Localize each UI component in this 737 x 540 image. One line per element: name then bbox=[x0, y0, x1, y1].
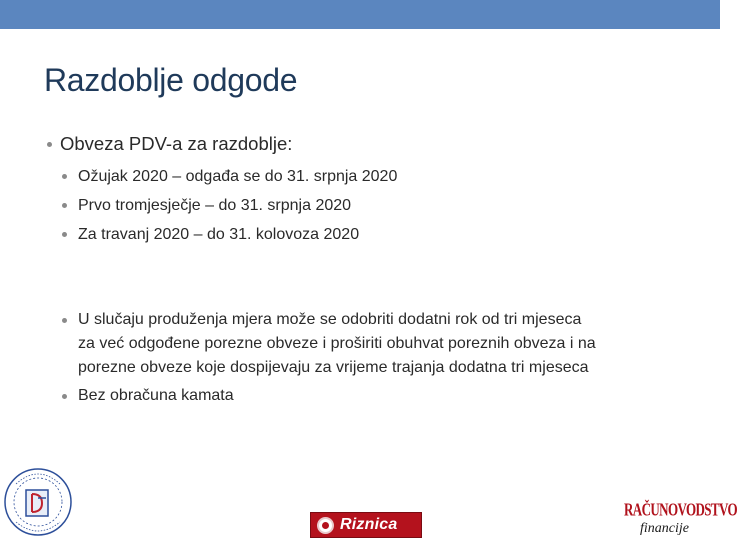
bullet-list bbox=[46, 130, 686, 249]
top-bar bbox=[0, 0, 720, 29]
bullet-icon bbox=[47, 142, 52, 147]
sub-bullet-item bbox=[46, 308, 686, 380]
sub-bullet-line: porezne obveze koje dospijevaju za vrijeme trajanja dodatna tri mjeseca bbox=[78, 359, 589, 376]
racunovodstvo-label: RAČUNOVODSTVO bbox=[624, 499, 737, 520]
sub-bullet-item bbox=[46, 220, 686, 249]
sub-bullet-item bbox=[46, 384, 686, 408]
slide-title: Razdoblje odgode bbox=[44, 62, 298, 98]
bullet-icon bbox=[62, 394, 67, 399]
riznica-logo bbox=[310, 512, 422, 538]
racunovodstvo-logo bbox=[624, 498, 737, 540]
bullet-icon bbox=[62, 203, 67, 208]
bullet-text: Obveza PDV-a za razdoblje: bbox=[60, 133, 293, 154]
sub-bullet-line: za već odgođene porezne obveze i proširiti obuhvat poreznih obveza i na bbox=[78, 335, 596, 352]
sub-bullet-text: Prvo tromjesječje – do 31. srpnja 2020 bbox=[78, 197, 352, 214]
financije-label: financije bbox=[640, 521, 689, 536]
bullet-item bbox=[46, 130, 686, 158]
riznica-seal-icon bbox=[317, 517, 334, 534]
sub-bullet-text: Za travanj 2020 – do 31. kolovoza 2020 bbox=[78, 226, 360, 243]
sub-bullet-item bbox=[46, 162, 686, 191]
bullet-icon bbox=[62, 318, 67, 323]
sub-bullet-text: Ožujak 2020 – odgađa se do 31. srpnja 2020 bbox=[78, 168, 398, 185]
sub-bullet-item bbox=[46, 191, 686, 220]
extra-bullet-list bbox=[46, 308, 686, 408]
society-seal-logo-icon bbox=[2, 462, 74, 540]
riznica-label: Riznica bbox=[340, 516, 398, 533]
sub-bullet-line: Bez obračuna kamata bbox=[78, 387, 234, 404]
sub-bullet-line: U slučaju produženja mjera može se odobriti dodatni rok od tri mjeseca bbox=[78, 311, 582, 328]
bullet-icon bbox=[62, 232, 67, 237]
bullet-icon bbox=[62, 174, 67, 179]
